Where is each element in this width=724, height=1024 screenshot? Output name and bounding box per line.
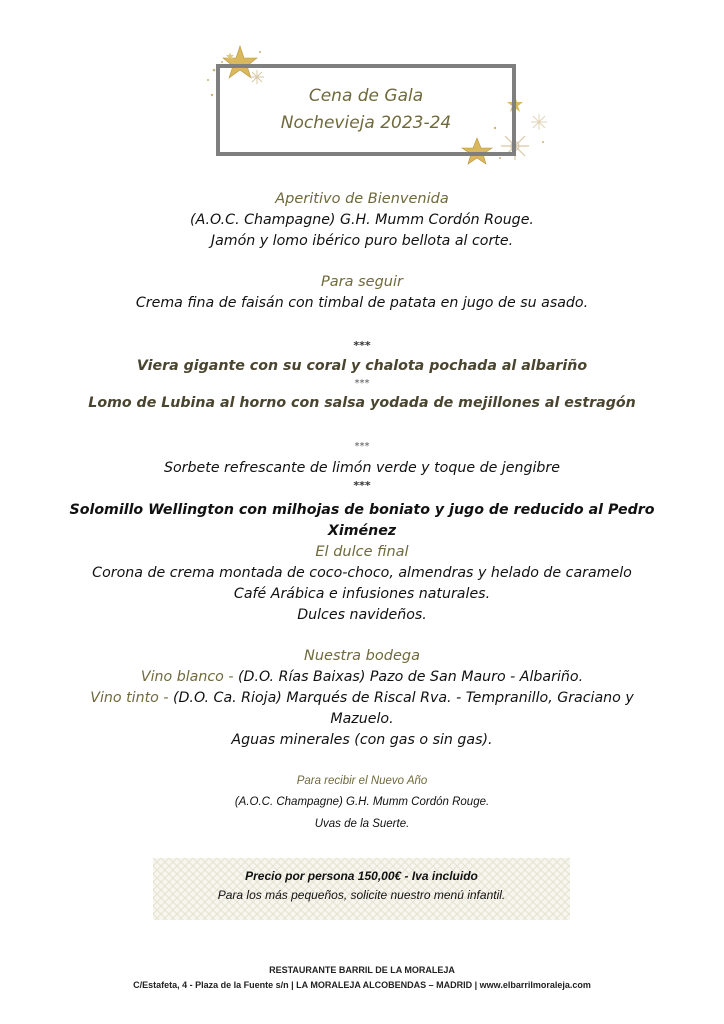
menu-bodega-section — [20, 646, 704, 751]
seguir-item-1: Crema fina de faisán con timbal de patata en jugo de su asado. — [135, 295, 589, 311]
dulce-heading: El dulce final — [315, 544, 409, 560]
title-line-2: Nochevieja 2023-24 — [280, 113, 452, 133]
aperitivo-item-2: Jamón y lomo ibérico puro bellota al corte. — [210, 233, 514, 249]
menu-solomillo-section — [20, 500, 704, 542]
course-sorbete: Sorbete refrescante de limón verde y toque de jengibre — [164, 460, 560, 476]
menu-seguir-section — [20, 272, 704, 314]
course-viera: Viera gigante con su coral y chalota pochada al albariño — [136, 358, 588, 374]
footer-address: C/Estafeta, 4 - Plaza de la Fuente s/n | LA MORALEJA ALCOBENDAS – MADRID | www.elbarrilmoraleja.com — [133, 980, 591, 990]
vino-blanco-line — [20, 667, 704, 688]
vino-blanco-text: (D.O. Rías Baixas) Pazo de San Mauro - Albariño. — [238, 669, 584, 685]
separator-1: *** — [353, 339, 371, 352]
vino-tinto-text: (D.O. Ca. Rioja) Marqués de Riscal Rva. - Tempranillo, Graciano y — [172, 690, 634, 706]
course-solomillo-line-1: Solomillo Wellington con milhojas de boniato y jugo de reducido al Pedro — [69, 502, 655, 518]
kids-menu-line: Para los más pequeños, solicite nuestro menú infantil. — [217, 888, 506, 902]
menu-aperitivo-section — [20, 189, 704, 252]
footer-restaurant-name: RESTAURANTE BARRIL DE LA MORALEJA — [269, 965, 455, 975]
vino-tinto-line — [20, 688, 704, 709]
separator-2: *** — [354, 378, 370, 389]
vino-blanco-label: Vino blanco - — [140, 669, 238, 685]
aperitivo-heading: Aperitivo de Bienvenida — [275, 191, 449, 207]
menu-main-courses — [20, 335, 704, 414]
vino-tinto-text-2: Mazuelo. — [330, 711, 394, 727]
course-solomillo-line-2: Ximénez — [327, 523, 397, 539]
title-line-1: Cena de Gala — [308, 86, 424, 106]
title-frame — [216, 64, 516, 156]
nuevo-ano-heading: Para recibir el Nuevo Año — [296, 775, 428, 787]
seguir-heading: Para seguir — [321, 274, 403, 290]
separator-3: *** — [354, 441, 370, 452]
price-line: Precio por persona 150,00€ - Iva incluido — [245, 869, 478, 883]
vino-tinto-label: Vino tinto - — [90, 690, 173, 706]
aperitivo-item-1: (A.O.C. Champagne) G.H. Mumm Cordón Rouge. — [190, 212, 534, 228]
menu-dulce-section — [20, 542, 704, 626]
menu-nuevo-ano-section — [20, 771, 704, 834]
menu-sorbete-section — [20, 436, 704, 493]
course-lubina: Lomo de Lubina al horno con salsa yodada de mejillones al estragón — [88, 395, 636, 411]
bodega-heading: Nuestra bodega — [304, 648, 420, 664]
separator-4: *** — [353, 479, 371, 492]
dulce-item-1: Corona de crema montada de coco-choco, almendras y helado de caramelo — [92, 565, 632, 581]
dulce-item-2: Café Arábica e infusiones naturales. — [233, 586, 491, 602]
dulce-item-3: Dulces navideños. — [297, 607, 427, 623]
aguas-line: Aguas minerales (con gas o sin gas). — [231, 732, 493, 748]
nuevo-ano-item-1: (A.O.C. Champagne) G.H. Mumm Cordón Rouge. — [234, 796, 490, 808]
nuevo-ano-item-2: Uvas de la Suerte. — [314, 818, 410, 830]
